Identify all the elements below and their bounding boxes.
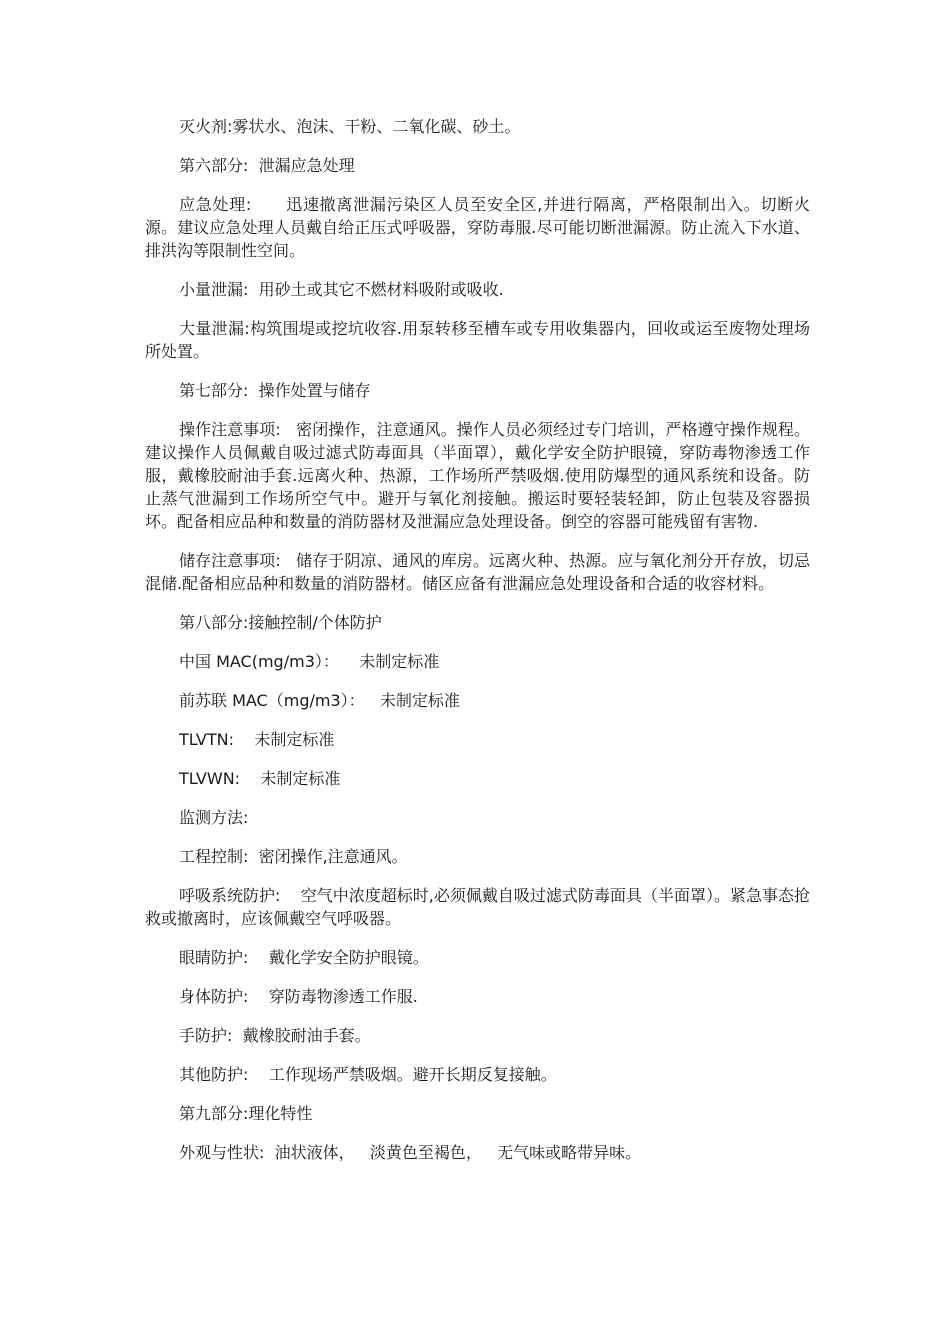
paragraph-ussr-mac: 前苏联 MAC（mg/m3）： 未制定标准 <box>179 691 460 710</box>
paragraph-small-leak: 小量泄漏: 用砂土或其它不燃材料吸附或吸收. <box>179 280 504 299</box>
paragraph-body-protection: 身体防护: 穿防毒物渗透工作服. <box>179 987 418 1006</box>
paragraph-eye-protection: 眼睛防护: 戴化学安全防护眼镜。 <box>179 948 429 967</box>
paragraph-extinguishing-agent: 灭火剂:雾状水、泡沫、干粉、二氧化碳、砂土。 <box>179 117 521 136</box>
section-heading-7: 第七部分: 操作处置与储存 <box>179 381 371 400</box>
paragraph-appearance: 外观与性状: 油状液体， 淡黄色至褐色， 无气味或略带异味。 <box>179 1143 642 1162</box>
section-heading-8: 第八部分:接触控制/个体防护 <box>179 613 382 632</box>
paragraph-monitoring-method: 监测方法: <box>179 808 249 827</box>
paragraph-storage-notes: 储存注意事项: 储存于阴凉、通风的库房。远离火种、热源。应与氧化剂分开存放，切忌混储.配备相应品种和数量的消防器材。储区应备有泄漏应急处理设备和合适的收容材料。 <box>145 551 810 593</box>
paragraph-other-protection: 其他防护: 工作现场严禁吸烟。避开长期反复接触。 <box>179 1065 557 1084</box>
paragraph-tlvwn: TLVWN: 未制定标准 <box>179 769 341 788</box>
section-heading-9: 第九部分:理化特性 <box>179 1104 313 1123</box>
paragraph-operation-notes: 操作注意事项: 密闭操作，注意通风。操作人员必须经过专门培训，严格遵守操作规程。建议操作人员佩戴自吸过滤式防毒面具（半面罩），戴化学安全防护眼镜，穿防毒物渗透工作服，戴橡胶耐油手套.远离火种、热源，工作场所严禁吸烟.使用防爆型的通风系统和设备。防止蒸气泄漏到工作场所空气中。避开与氧化剂接触。搬运时要轻装轻卸，防止包装及容器损坏。配备相应品种和数量的消防器材及泄漏应急处理设备。倒空的容器可能残留有害物. <box>145 420 810 531</box>
paragraph-china-mac: 中国 MAC(mg/m3）： 未制定标准 <box>179 652 440 671</box>
paragraph-hand-protection: 手防护: 戴橡胶耐油手套。 <box>179 1026 371 1045</box>
section-heading-6: 第六部分: 泄漏应急处理 <box>179 156 355 175</box>
paragraph-respiratory-protection: 呼吸系统防护: 空气中浓度超标时,必须佩戴自吸过滤式防毒面具（半面罩）。紧急事态抢救或撤离时，应该佩戴空气呼吸器。 <box>145 886 810 928</box>
document-body <box>145 115 810 1180</box>
paragraph-large-leak: 大量泄漏:构筑围堤或挖坑收容.用泵转移至槽车或专用收集器内，回收或运至废物处理场所处置。 <box>145 319 810 361</box>
paragraph-emergency-handling: 应急处理: 迅速撤离泄漏污染区人员至安全区,并进行隔离，严格限制出入。切断火源。建议应急处理人员戴自给正压式呼吸器，穿防毒服.尽可能切断泄漏源。防止流入下水道、排洪沟等限制性空间。 <box>145 195 810 260</box>
paragraph-engineering-control: 工程控制: 密闭操作,注意通风。 <box>179 847 408 866</box>
paragraph-tlvtn: TLVTN: 未制定标准 <box>179 730 335 749</box>
